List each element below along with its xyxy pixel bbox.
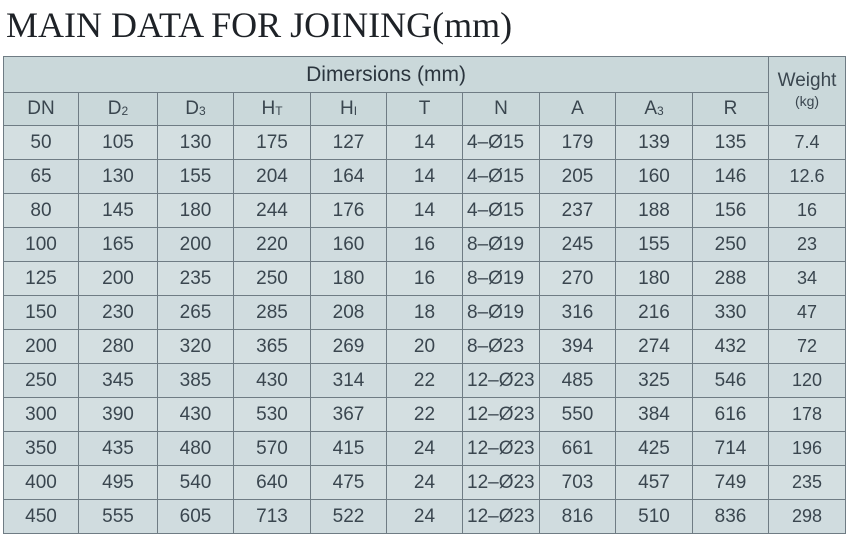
table-cell: 300 bbox=[4, 398, 79, 432]
table-cell: 510 bbox=[616, 500, 693, 534]
column-header-subscript: 3 bbox=[657, 104, 664, 118]
column-header-label: D bbox=[107, 98, 122, 119]
table-cell: 8–Ø19 bbox=[463, 262, 540, 296]
table-cell: 640 bbox=[234, 466, 311, 500]
table-cell: 139 bbox=[616, 126, 693, 160]
table-cell: 425 bbox=[616, 432, 693, 466]
table-cell: 325 bbox=[616, 364, 693, 398]
table-cell: 130 bbox=[158, 126, 234, 160]
table-cell: 430 bbox=[158, 398, 234, 432]
table-row bbox=[4, 126, 846, 160]
table-cell: 12.6 bbox=[769, 160, 846, 194]
table-cell: 384 bbox=[616, 398, 693, 432]
table-cell: 176 bbox=[311, 194, 387, 228]
table-cell: 200 bbox=[4, 330, 79, 364]
table-cell: 156 bbox=[693, 194, 769, 228]
column-header-label: H bbox=[339, 98, 354, 119]
table-row bbox=[4, 398, 846, 432]
table-cell: 235 bbox=[769, 466, 846, 500]
table-row bbox=[4, 330, 846, 364]
table-cell: 72 bbox=[769, 330, 846, 364]
table-cell: 175 bbox=[234, 126, 311, 160]
table-cell: 24 bbox=[387, 466, 463, 500]
table-cell: 394 bbox=[540, 330, 616, 364]
table-cell: 50 bbox=[4, 126, 79, 160]
table-cell: 457 bbox=[616, 466, 693, 500]
column-header-label: N bbox=[494, 98, 508, 119]
table-cell: 208 bbox=[311, 296, 387, 330]
table-cell: 47 bbox=[769, 296, 846, 330]
table-row bbox=[4, 262, 846, 296]
table-cell: 605 bbox=[158, 500, 234, 534]
table-cell: 280 bbox=[79, 330, 158, 364]
table-cell: 188 bbox=[616, 194, 693, 228]
table-cell: 703 bbox=[540, 466, 616, 500]
column-header-label: H bbox=[261, 98, 276, 119]
table-cell: 432 bbox=[693, 330, 769, 364]
table-cell: 400 bbox=[4, 466, 79, 500]
table-cell: 661 bbox=[540, 432, 616, 466]
table-cell: 4–Ø15 bbox=[463, 160, 540, 194]
table-cell: 350 bbox=[4, 432, 79, 466]
table-cell: 480 bbox=[158, 432, 234, 466]
table-cell: 18 bbox=[387, 296, 463, 330]
table-row bbox=[4, 364, 846, 398]
table-cell: 298 bbox=[769, 500, 846, 534]
table-cell: 320 bbox=[158, 330, 234, 364]
table-cell: 274 bbox=[616, 330, 693, 364]
table-cell: 180 bbox=[311, 262, 387, 296]
column-header bbox=[463, 93, 540, 126]
table-cell: 4–Ø15 bbox=[463, 126, 540, 160]
table-cell: 34 bbox=[769, 262, 846, 296]
table-cell: 415 bbox=[311, 432, 387, 466]
table-cell: 216 bbox=[616, 296, 693, 330]
table-cell: 365 bbox=[234, 330, 311, 364]
table-cell: 120 bbox=[769, 364, 846, 398]
column-header bbox=[311, 93, 387, 126]
table-cell: 14 bbox=[387, 126, 463, 160]
table-cell: 237 bbox=[540, 194, 616, 228]
column-header-subscript: I bbox=[353, 104, 358, 118]
table-cell: 14 bbox=[387, 160, 463, 194]
table-cell: 713 bbox=[234, 500, 311, 534]
table-row bbox=[4, 500, 846, 534]
table-cell: 165 bbox=[79, 228, 158, 262]
table-cell: 179 bbox=[540, 126, 616, 160]
table-cell: 16 bbox=[387, 262, 463, 296]
table-cell: 616 bbox=[693, 398, 769, 432]
column-header-subscript: 2 bbox=[121, 104, 129, 118]
table-row bbox=[4, 466, 846, 500]
table-cell: 105 bbox=[79, 126, 158, 160]
column-header-label: D bbox=[185, 98, 200, 119]
table-row bbox=[4, 160, 846, 194]
column-header-label: A bbox=[644, 98, 657, 119]
table-cell: 316 bbox=[540, 296, 616, 330]
column-header-label: A bbox=[571, 98, 584, 119]
table-cell: 8–Ø23 bbox=[463, 330, 540, 364]
table-cell: 314 bbox=[311, 364, 387, 398]
table-cell: 367 bbox=[311, 398, 387, 432]
table-cell: 4–Ø15 bbox=[463, 194, 540, 228]
table-cell: 8–Ø19 bbox=[463, 296, 540, 330]
table-cell: 22 bbox=[387, 398, 463, 432]
table-cell: 285 bbox=[234, 296, 311, 330]
table-cell: 250 bbox=[234, 262, 311, 296]
table-cell: 24 bbox=[387, 500, 463, 534]
table-cell: 65 bbox=[4, 160, 79, 194]
table-cell: 14 bbox=[387, 194, 463, 228]
column-header-label: R bbox=[723, 98, 738, 119]
table-cell: 22 bbox=[387, 364, 463, 398]
table-cell: 12–Ø23 bbox=[463, 466, 540, 500]
table-column-header-row bbox=[4, 93, 846, 126]
column-header-subscript: T bbox=[275, 104, 283, 118]
table-cell: 180 bbox=[158, 194, 234, 228]
table-cell: 265 bbox=[158, 296, 234, 330]
table-cell: 127 bbox=[311, 126, 387, 160]
weight-header-label: Weight bbox=[777, 70, 837, 91]
table-cell: 178 bbox=[769, 398, 846, 432]
column-header bbox=[616, 93, 693, 126]
table-cell: 80 bbox=[4, 194, 79, 228]
table-cell: 555 bbox=[79, 500, 158, 534]
table-cell: 288 bbox=[693, 262, 769, 296]
table-cell: 145 bbox=[79, 194, 158, 228]
table-cell: 196 bbox=[769, 432, 846, 466]
table-cell: 125 bbox=[4, 262, 79, 296]
table-cell: 714 bbox=[693, 432, 769, 466]
table-cell: 24 bbox=[387, 432, 463, 466]
table-cell: 435 bbox=[79, 432, 158, 466]
column-header bbox=[158, 93, 234, 126]
table-cell: 250 bbox=[4, 364, 79, 398]
table-cell: 390 bbox=[79, 398, 158, 432]
table-cell: 12–Ø23 bbox=[463, 364, 540, 398]
table-cell: 270 bbox=[540, 262, 616, 296]
column-header-label: T bbox=[418, 98, 431, 119]
table-row bbox=[4, 432, 846, 466]
table-cell: 20 bbox=[387, 330, 463, 364]
column-header bbox=[693, 93, 769, 126]
table-cell: 146 bbox=[693, 160, 769, 194]
table-cell: 200 bbox=[79, 262, 158, 296]
table-cell: 836 bbox=[693, 500, 769, 534]
column-header bbox=[540, 93, 616, 126]
table-cell: 100 bbox=[4, 228, 79, 262]
table-cell: 250 bbox=[693, 228, 769, 262]
table-cell: 12–Ø23 bbox=[463, 432, 540, 466]
table-cell: 345 bbox=[79, 364, 158, 398]
weight-unit-label: (kg) bbox=[794, 93, 820, 109]
table-cell: 540 bbox=[158, 466, 234, 500]
table-cell: 749 bbox=[693, 466, 769, 500]
table-cell: 130 bbox=[79, 160, 158, 194]
joining-data-table bbox=[3, 56, 846, 534]
table-cell: 155 bbox=[616, 228, 693, 262]
dimensions-header: Dimersions (mm) bbox=[4, 57, 769, 93]
table-cell: 245 bbox=[540, 228, 616, 262]
table-cell: 12–Ø23 bbox=[463, 500, 540, 534]
table-cell: 450 bbox=[4, 500, 79, 534]
column-header bbox=[234, 93, 311, 126]
table-cell: 235 bbox=[158, 262, 234, 296]
table-cell: 8–Ø19 bbox=[463, 228, 540, 262]
table-cell: 160 bbox=[616, 160, 693, 194]
column-header bbox=[387, 93, 463, 126]
table-cell: 16 bbox=[769, 194, 846, 228]
table-cell: 204 bbox=[234, 160, 311, 194]
table-cell: 430 bbox=[234, 364, 311, 398]
table-cell: 16 bbox=[387, 228, 463, 262]
table-row bbox=[4, 296, 846, 330]
table-cell: 244 bbox=[234, 194, 311, 228]
table-cell: 530 bbox=[234, 398, 311, 432]
table-cell: 23 bbox=[769, 228, 846, 262]
table-cell: 269 bbox=[311, 330, 387, 364]
table-cell: 164 bbox=[311, 160, 387, 194]
table-cell: 230 bbox=[79, 296, 158, 330]
table-cell: 570 bbox=[234, 432, 311, 466]
table-cell: 495 bbox=[79, 466, 158, 500]
table-group-header-row bbox=[4, 57, 846, 93]
table-row bbox=[4, 228, 846, 262]
weight-header bbox=[769, 57, 846, 126]
table-cell: 160 bbox=[311, 228, 387, 262]
table-cell: 205 bbox=[540, 160, 616, 194]
table-cell: 385 bbox=[158, 364, 234, 398]
table-cell: 550 bbox=[540, 398, 616, 432]
table-cell: 816 bbox=[540, 500, 616, 534]
table-cell: 546 bbox=[693, 364, 769, 398]
table-cell: 12–Ø23 bbox=[463, 398, 540, 432]
table-cell: 150 bbox=[4, 296, 79, 330]
table-cell: 475 bbox=[311, 466, 387, 500]
table-cell: 220 bbox=[234, 228, 311, 262]
table-cell: 7.4 bbox=[769, 126, 846, 160]
table-cell: 485 bbox=[540, 364, 616, 398]
table-cell: 200 bbox=[158, 228, 234, 262]
column-header-label: DN bbox=[27, 98, 55, 119]
table-cell: 330 bbox=[693, 296, 769, 330]
page-title: MAIN DATA FOR JOINING(mm) bbox=[6, 5, 513, 45]
column-header-subscript: 3 bbox=[199, 104, 206, 118]
table-row bbox=[4, 194, 846, 228]
table-cell: 180 bbox=[616, 262, 693, 296]
column-header bbox=[4, 93, 79, 126]
column-header bbox=[79, 93, 158, 126]
table-cell: 522 bbox=[311, 500, 387, 534]
table-cell: 155 bbox=[158, 160, 234, 194]
table-cell: 135 bbox=[693, 126, 769, 160]
